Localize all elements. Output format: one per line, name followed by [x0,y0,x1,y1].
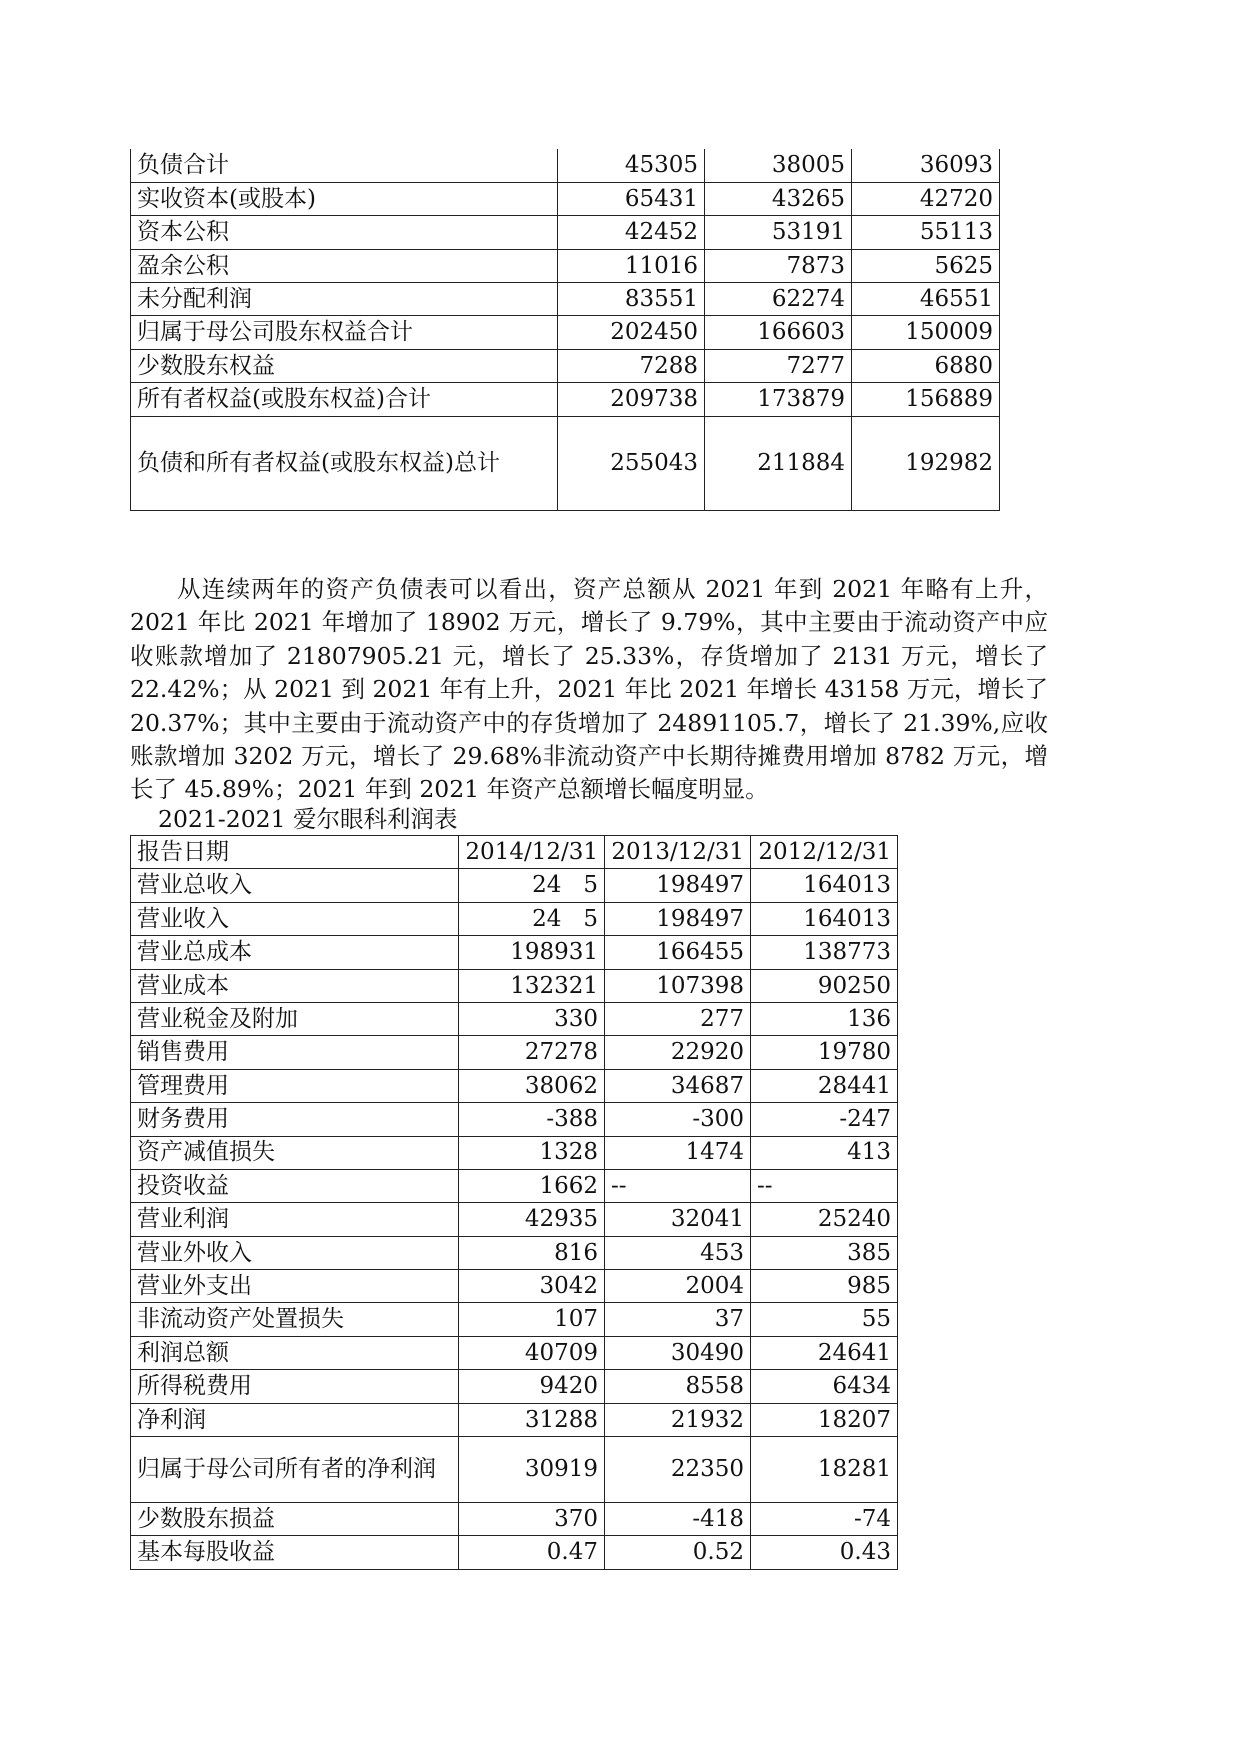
value-cell: 83551 [558,283,705,316]
row-label: 归属于母公司股东权益合计 [131,316,558,349]
value-cell: 42452 [558,216,705,249]
value-cell: 30919 [459,1437,605,1503]
value-cell: 277 [605,1002,751,1035]
balance-sheet-table [130,149,1000,511]
row-label: 所有者权益(或股东权益)合计 [131,383,558,416]
row-label: 营业外支出 [131,1270,459,1303]
value-cell: 7288 [558,349,705,382]
value-cell: 1328 [459,1136,605,1169]
row-label: 营业总收入 [131,869,459,902]
row-label: 归属于母公司所有者的净利润 [131,1437,459,1503]
row-label: 盈余公积 [131,249,558,282]
row-label: 净利润 [131,1403,459,1436]
value-cell: 18207 [751,1403,898,1436]
table-row [131,1437,898,1503]
row-label: 营业成本 [131,969,459,1002]
row-label: 财务费用 [131,1103,459,1136]
table-row [131,416,1000,510]
value-cell: 27278 [459,1036,605,1069]
value-cell: -300 [605,1103,751,1136]
table-row [131,902,898,935]
value-cell: 46551 [852,283,1000,316]
value-cell: 132321 [459,969,605,1002]
table-row [131,349,1000,382]
value-cell: 166455 [605,936,751,969]
table-row [131,869,898,902]
analysis-paragraph: 从连续两年的资产负债表可以看出，资产总额从 2021 年到 2021 年略有上升，2021 年比 2021 年增加了 18902 万元，增长了 9.79%，其中主要由于流动资产中应收账款增加了 21807905.21 元，增长了 25.33%，存货增加了 2131 万元，增长了 22.42%；从 2021 到 2021 年有上升，2021 年比 2021 年增长 43158 万元，增长了 20.37%；其中主要由于流动资产中的存货增加了 24891105.7，增长了 21.39%,应收账款增加 3202 万元，增长了 29.68%非流动资产中长期待摊费用增加 8782 万元，增长了 45.89%；2021 年到 2021 年资产总额增长幅度明显。 [130,575,1048,804]
value-cell: 22920 [605,1036,751,1069]
value-cell: 198497 [605,902,751,935]
row-label: 少数股东损益 [131,1503,459,1536]
value-cell: -388 [459,1103,605,1136]
table-row [131,1169,898,1202]
value-cell: 2004 [605,1270,751,1303]
value-cell: -- [605,1169,751,1202]
value-cell: 156889 [852,383,1000,416]
value-cell: 62274 [705,283,852,316]
table-row [131,216,1000,249]
table-row [131,1270,898,1303]
value-cell: 173879 [705,383,852,416]
table-row [131,1336,898,1369]
row-label: 未分配利润 [131,283,558,316]
value-cell: 38062 [459,1069,605,1102]
header-label: 报告日期 [131,836,459,869]
row-label: 销售费用 [131,1036,459,1069]
row-label: 营业利润 [131,1203,459,1236]
value-cell: -418 [605,1503,751,1536]
row-label: 实收资本(或股本) [131,182,558,215]
value-cell: 370 [459,1503,605,1536]
value-cell: 45305 [558,149,705,182]
value-cell: 40709 [459,1336,605,1369]
value-cell: 11016 [558,249,705,282]
value-cell: 136 [751,1002,898,1035]
value-cell: 453 [605,1236,751,1269]
value-cell: 42935 [459,1203,605,1236]
table-row [131,149,1000,182]
value-cell: 985 [751,1270,898,1303]
value-cell: 198931 [459,936,605,969]
value-cell: 209738 [558,383,705,416]
value-cell: 330 [459,1002,605,1035]
row-label: 基本每股收益 [131,1536,459,1569]
value-cell: 28441 [751,1069,898,1102]
row-label: 所得税费用 [131,1370,459,1403]
column-header: 2012/12/31 [751,836,898,869]
value-cell: 138773 [751,936,898,969]
value-cell: 18281 [751,1437,898,1503]
value-cell: 6434 [751,1370,898,1403]
value-cell: 24 5 [459,902,605,935]
value-cell: 385 [751,1236,898,1269]
value-cell: 65431 [558,182,705,215]
value-cell: 0.52 [605,1536,751,1569]
value-cell: 107 [459,1303,605,1336]
value-cell: 53191 [705,216,852,249]
value-cell: 36093 [852,149,1000,182]
value-cell: 413 [751,1136,898,1169]
value-cell: 9420 [459,1370,605,1403]
value-cell: 1474 [605,1136,751,1169]
table-row [131,1303,898,1336]
value-cell: 30490 [605,1336,751,1369]
row-label: 资产减值损失 [131,1136,459,1169]
row-label: 负债和所有者权益(或股东权益)总计 [131,416,558,510]
value-cell: 37 [605,1303,751,1336]
value-cell: 1662 [459,1169,605,1202]
value-cell: 166603 [705,316,852,349]
row-label: 负债合计 [131,149,558,182]
table-row [131,1136,898,1169]
table-row [131,182,1000,215]
value-cell: 38005 [705,149,852,182]
table-row [131,1103,898,1136]
value-cell: 107398 [605,969,751,1002]
value-cell: 32041 [605,1203,751,1236]
value-cell: 255043 [558,416,705,510]
value-cell: 22350 [605,1437,751,1503]
value-cell: 164013 [751,869,898,902]
value-cell: 164013 [751,902,898,935]
value-cell: 24 5 [459,869,605,902]
table-header-row [131,836,898,869]
value-cell: 19780 [751,1036,898,1069]
row-label: 营业收入 [131,902,459,935]
value-cell: -247 [751,1103,898,1136]
value-cell: 21932 [605,1403,751,1436]
value-cell: 816 [459,1236,605,1269]
table-row [131,1370,898,1403]
value-cell: 0.47 [459,1536,605,1569]
value-cell: 7277 [705,349,852,382]
column-header: 2013/12/31 [605,836,751,869]
value-cell: 43265 [705,182,852,215]
value-cell: 55 [751,1303,898,1336]
value-cell: 42720 [852,182,1000,215]
table-row [131,1036,898,1069]
table-row [131,249,1000,282]
row-label: 资本公积 [131,216,558,249]
value-cell: -74 [751,1503,898,1536]
row-label: 投资收益 [131,1169,459,1202]
value-cell: 0.43 [751,1536,898,1569]
row-label: 营业外收入 [131,1236,459,1269]
row-label: 利润总额 [131,1336,459,1369]
table-row [131,1203,898,1236]
table-row [131,936,898,969]
value-cell: 24641 [751,1336,898,1369]
table-row [131,1002,898,1035]
value-cell: 7873 [705,249,852,282]
table-row [131,383,1000,416]
value-cell: 150009 [852,316,1000,349]
table-row [131,1069,898,1102]
row-label: 营业税金及附加 [131,1002,459,1035]
value-cell: 198497 [605,869,751,902]
row-label: 营业总成本 [131,936,459,969]
value-cell: 25240 [751,1203,898,1236]
column-header: 2014/12/31 [459,836,605,869]
table-row [131,316,1000,349]
value-cell: 202450 [558,316,705,349]
income-statement-table [130,835,898,1570]
value-cell: 31288 [459,1403,605,1436]
value-cell: 5625 [852,249,1000,282]
table-row [131,1503,898,1536]
value-cell: 8558 [605,1370,751,1403]
income-statement-caption: 2021-2021 爱尔眼科利润表 [158,805,458,833]
row-label: 少数股东权益 [131,349,558,382]
value-cell: 192982 [852,416,1000,510]
value-cell: 90250 [751,969,898,1002]
table-row [131,1403,898,1436]
table-row [131,969,898,1002]
table-row [131,283,1000,316]
table-row [131,1236,898,1269]
row-label: 管理费用 [131,1069,459,1102]
value-cell: 6880 [852,349,1000,382]
value-cell: 211884 [705,416,852,510]
value-cell: 34687 [605,1069,751,1102]
value-cell: 3042 [459,1270,605,1303]
value-cell: -- [751,1169,898,1202]
row-label: 非流动资产处置损失 [131,1303,459,1336]
table-row [131,1536,898,1569]
value-cell: 55113 [852,216,1000,249]
